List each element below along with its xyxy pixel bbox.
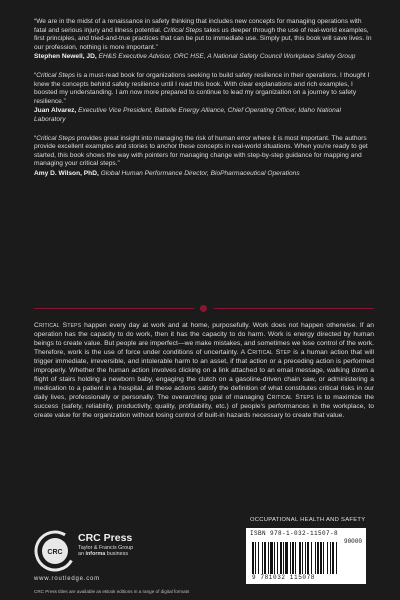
barcode-bar [332, 542, 334, 574]
book-title-italic: Critical Steps [36, 71, 76, 79]
barcode-bars [252, 542, 360, 574]
ebook-note: CRC Press titles are available as eBook editions in a range of digital formats [34, 589, 190, 594]
book-description [34, 322, 374, 420]
barcode-bar [317, 542, 319, 574]
endorser-role: Global Human Performance Director, BioPharmaceutical Operations [100, 169, 300, 177]
subject-category: OCCUPATIONAL HEALTH AND SAFETY [250, 517, 366, 523]
barcode-bar [252, 542, 254, 574]
quote-text [34, 72, 374, 106]
barcode-bar [305, 542, 306, 574]
publisher-name: CRC Press [78, 532, 133, 544]
barcode-bar [330, 542, 331, 574]
term-critical-steps: Critical Steps [34, 322, 82, 329]
isbn-label: ISBN 978-1-032-11507-8 [250, 530, 339, 537]
barcode-bar [295, 542, 296, 574]
barcode-bar [274, 542, 275, 574]
publisher-tagline-pre: an [78, 551, 86, 558]
endorser-name: Juan Alvarez, [34, 107, 77, 115]
barcode-bar [307, 542, 309, 574]
endorser-name: Amy D. Wilson, PhD, [34, 169, 99, 177]
publisher-tagline-bold: informa [85, 551, 106, 558]
section-divider [34, 305, 374, 312]
endorser-role: EH&S Executive Advisor, ORC HSE, A National Safety Council Workplace Safety Group [98, 53, 356, 61]
barcode-bar [336, 542, 337, 574]
crc-logo [34, 530, 76, 572]
endorsement-wilson [34, 135, 374, 179]
barcode-bar [268, 542, 269, 574]
quote-text-rest: takes us deeper through the use of real-world examples, first principles, and tried-and-true practices that can be put to immediate use. Simply put, this book will save lives. In our profession, nothing is more important.” [34, 26, 372, 51]
barcode-bar [292, 542, 294, 574]
barcode-bar [311, 542, 312, 574]
description-text: is to maximize the success (safety, reliability, productivity, quality, profitability, etc.) of people's performances in the workplace, to create value for the organization without losing control of built-in hazards necessary to create that value. [34, 393, 374, 419]
isbn-barcode [246, 528, 366, 584]
publisher-block [78, 532, 133, 558]
barcode-bar [280, 542, 282, 574]
quote-text-rest: is a must-read book for organizations seeking to build safety resilience in their operations. I thought I knew the concepts behind safety resilience until I read this book. With clear explanations and rich examples, I boosted my understanding. I am now more prepared to continue to lead my organization on a journey to safety resilience.” [34, 71, 370, 105]
divider-line-right [214, 308, 374, 309]
endorsements [34, 18, 374, 189]
barcode-bar [277, 542, 278, 574]
endorsement-newell [34, 18, 374, 62]
barcode-bar [315, 542, 316, 574]
quote-text-rest: provides great insight into managing the risk of human error where it is most important. The authors provide excellent examples and stories to anchor these concepts in real-world situations. When you're ready to get started, this book shows the way with pointers for managing change with step-by-step guidance for mapping and managing your critical steps.” [34, 134, 368, 168]
quote-text-start: “ [34, 71, 37, 79]
quote-attribution [34, 170, 374, 179]
barcode-bar [255, 542, 256, 574]
barcode-bar [323, 542, 324, 574]
publisher-tagline-post: business [105, 551, 129, 558]
quote-attribution [34, 107, 374, 124]
barcode-bar [290, 542, 291, 574]
barcode-bar [264, 542, 266, 574]
term-critical-steps: Critical Steps [266, 393, 314, 401]
logo-text: CRC [47, 549, 63, 556]
quote-text-start: “We are in the midst of a renaissance in safety thinking that includes new concepts for managing operations with fatal and serious injury and illness potential. [34, 18, 362, 34]
term-critical-step: Critical Step [247, 348, 291, 356]
quote-text-start: “ [34, 134, 37, 142]
isbn-digits: 9 781032 115078 [252, 574, 316, 581]
barcode-bar [299, 542, 301, 574]
endorser-role: Executive Vice President, Battelle Energy Alliance, Chief Operating Officer, Idaho National Laboratory [34, 107, 341, 123]
divider-line-left [34, 308, 194, 309]
barcode-bar [320, 542, 322, 574]
endorsement-alvarez [34, 72, 374, 125]
barcode-bar [262, 542, 263, 574]
price-code: 90000 [343, 538, 362, 545]
barcode-bar [302, 542, 303, 574]
publisher-group [78, 545, 133, 558]
barcode-bar [270, 542, 273, 574]
quote-text [34, 18, 374, 52]
endorser-name: Stephen Newell, JD, [34, 53, 97, 61]
quote-attribution [34, 53, 374, 62]
book-title-italic: Critical Steps [36, 134, 76, 142]
quote-text [34, 135, 374, 169]
book-title-italic: Critical Steps [163, 26, 203, 34]
barcode-bar [258, 542, 259, 574]
description-text: happen every day at work and at home, purposefully. Work does not happen otherwise. If an operation has the capacity to do work, then it has the capacity to do harm. Work is energy directed by human beings to create value. But people are imperfect—we make mistakes, and sometimes we lose control of the work. Therefore, work is the use of force under conditions of uncertainty. A [34, 322, 375, 356]
barcode-bar [327, 542, 328, 574]
barcode-bar [285, 542, 288, 574]
description-text: is a human action that will trigger immediate, irreversible, and intolerable harm to an asset, if that action or a preceding action is performed improperly. Whether the human action involves clicking on a link attached to an email message, walking down a flight of stairs holding a newborn baby, engaging the clutch on a gasoline-driven chain saw, or administering a medication to a patient in a hospital, all these actions satisfy the definition of what constitutes critical risks in our daily lives, professionally or personally. The overarching goal of managing [34, 348, 374, 401]
publisher-url[interactable]: www.routledge.com [34, 576, 100, 582]
barcode-bar [283, 542, 284, 574]
publisher-parent: Taylor & Francis Group [78, 545, 134, 551]
divider-dot [200, 305, 207, 312]
